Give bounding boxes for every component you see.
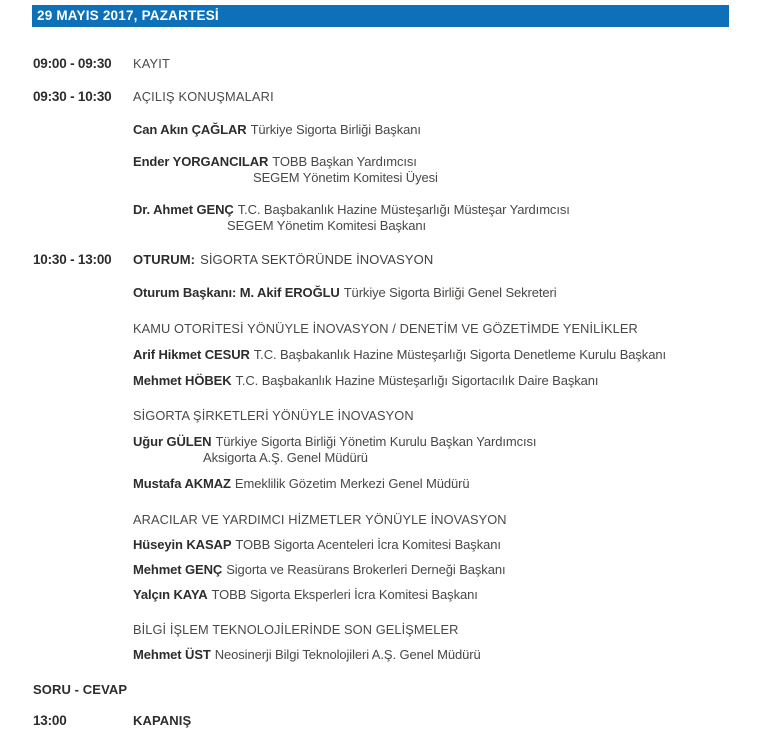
qa-label: SORU - CEVAP [33, 682, 128, 697]
speaker-role-line2: SEGEM Yönetim Komitesi Başkanı [227, 218, 427, 233]
time-label: 13:00 [33, 713, 67, 728]
speaker-row [33, 537, 741, 553]
date-header-bar [32, 5, 729, 27]
speaker-role: TOBB Başkan Yardımcısı [272, 154, 417, 169]
speaker-role: T.C. Başbakanlık Hazine Müsteşarlığı Müsteşar Yardımcısı [237, 202, 570, 217]
speaker-name: Uğur GÜLEN [133, 434, 212, 449]
speaker-name: Oturum Başkanı: M. Akif EROĞLU [133, 285, 340, 300]
speaker-row [33, 647, 741, 663]
section-heading: SİGORTA ŞİRKETLERİ YÖNÜYLE İNOVASYON [133, 408, 414, 423]
schedule-row-registration [33, 56, 741, 72]
event-label: AÇILIŞ KONUŞMALARI [133, 89, 274, 104]
section-heading: KAMU OTORİTESİ YÖNÜYLE İNOVASYON / DENETİM VE GÖZETİMDE YENİLİKLER [133, 321, 638, 336]
speaker-name: Yalçın KAYA [133, 587, 208, 602]
closing-label: KAPANIŞ [133, 713, 192, 728]
time-label: 10:30 - 13:00 [33, 252, 112, 267]
speaker-name: Ender YORGANCILAR [133, 154, 269, 169]
section-heading-row [33, 622, 741, 638]
qa-row [33, 682, 741, 698]
section-heading-row [33, 408, 741, 424]
speaker-name: Arif Hikmet CESUR [133, 347, 250, 362]
event-label: KAYIT [133, 56, 171, 71]
schedule-row-opening [33, 89, 741, 105]
speaker-row [33, 373, 741, 389]
session-title: SİGORTA SEKTÖRÜNDE İNOVASYON [200, 252, 434, 267]
section-heading: ARACILAR VE YARDIMCI HİZMETLER YÖNÜYLE İNOVASYON [133, 512, 507, 527]
speaker-role: T.C. Başbakanlık Hazine Müsteşarlığı Sigortacılık Daire Başkanı [235, 373, 599, 388]
section-heading-row [33, 512, 741, 528]
speaker-role-line2: Aksigorta A.Ş. Genel Müdürü [203, 450, 368, 465]
speaker-row-chair [33, 285, 741, 301]
speaker-name: Hüseyin KASAP [133, 537, 232, 552]
speaker-role: Türkiye Sigorta Birliği Başkanı [250, 122, 421, 137]
section-heading-row [33, 321, 741, 337]
speaker-row [33, 476, 741, 492]
speaker-row [33, 347, 741, 363]
schedule [33, 56, 741, 729]
speaker-role: TOBB Sigorta Eksperleri İcra Komitesi Başkanı [211, 587, 478, 602]
schedule-row-closing [33, 713, 741, 729]
date-label: 29 MAYIS 2017, PAZARTESİ [37, 8, 219, 23]
speaker-row [33, 122, 741, 138]
speaker-name: Mustafa AKMAZ [133, 476, 231, 491]
speaker-name: Mehmet HÖBEK [133, 373, 232, 388]
speaker-role: T.C. Başbakanlık Hazine Müsteşarlığı Sigorta Denetleme Kurulu Başkanı [253, 347, 666, 362]
time-label: 09:00 - 09:30 [33, 56, 112, 71]
speaker-row [33, 434, 741, 466]
speaker-role: Emeklilik Gözetim Merkezi Genel Müdürü [234, 476, 470, 491]
speaker-role: Sigorta ve Reasürans Brokerleri Derneği Başkanı [226, 562, 506, 577]
section-heading: BİLGİ İŞLEM TEKNOLOJİLERİNDE SON GELİŞMELER [133, 622, 459, 637]
speaker-role: Neosinerji Bilgi Teknolojileri A.Ş. Genel Müdürü [214, 647, 481, 662]
session-prefix: OTURUM: [133, 252, 196, 267]
speaker-name: Can Akın ÇAĞLAR [133, 122, 247, 137]
speaker-name: Mehmet GENÇ [133, 562, 223, 577]
speaker-row [33, 587, 741, 603]
time-label: 09:30 - 10:30 [33, 89, 112, 104]
speaker-name: Dr. Ahmet GENÇ [133, 202, 234, 217]
speaker-role: Türkiye Sigorta Birliği Yönetim Kurulu Başkan Yardımcısı [215, 434, 537, 449]
speaker-role: TOBB Sigorta Acenteleri İcra Komitesi Başkanı [235, 537, 501, 552]
speaker-row [33, 154, 741, 186]
speaker-row [33, 562, 741, 578]
schedule-row-session [33, 252, 741, 268]
speaker-name: Mehmet ÜST [133, 647, 211, 662]
speaker-role-line2: SEGEM Yönetim Komitesi Üyesi [253, 170, 438, 185]
speaker-role: Türkiye Sigorta Birliği Genel Sekreteri [343, 285, 557, 300]
speaker-row [33, 202, 741, 234]
